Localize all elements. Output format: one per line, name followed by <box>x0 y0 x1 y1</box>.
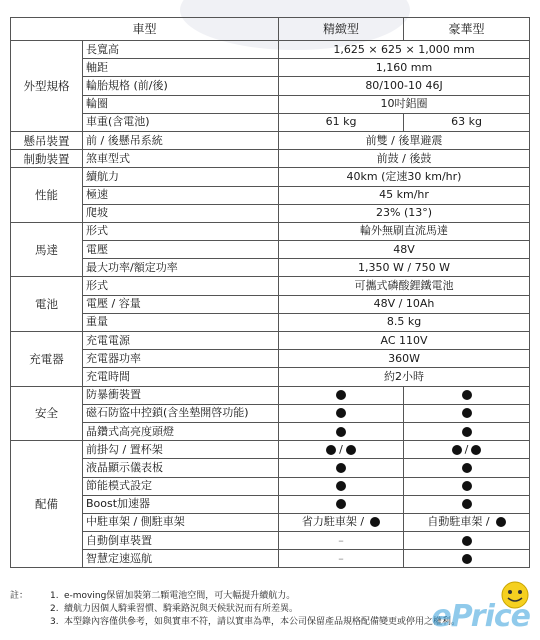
category-cell: 充電器 <box>11 332 83 387</box>
filled-dot-icon <box>462 390 472 400</box>
spec-value-deluxe <box>404 532 530 550</box>
table-row <box>11 95 530 113</box>
spec-value-both-models: 前鼓 / 後鼓 <box>279 150 530 168</box>
spec-value-both-models: 40km (定速30 km/hr) <box>279 168 530 186</box>
spec-value-both-models: 48V <box>279 241 530 259</box>
footnote-3: 3. 本型錄內容僅供參考，如與實車不符，請以實車為準，本公司保留產品規格配備變更或停用之權利。 <box>50 617 461 627</box>
table-row <box>11 422 530 440</box>
spec-item-label: 中駐車架 / 側駐車架 <box>83 513 279 531</box>
footnote-2: 2. 續航力因個人騎乘習慣、騎乘路況與天候狀況而有所差異。 <box>50 604 299 614</box>
filled-dot-icon <box>346 445 356 455</box>
table-row <box>11 204 530 222</box>
header-deluxe-model: 豪華型 <box>404 18 530 41</box>
table-row <box>11 277 530 295</box>
spec-item-label: 軸距 <box>83 59 279 77</box>
spec-value-both-models: 前雙 / 後單避震 <box>279 131 530 149</box>
spec-value-deluxe: 63 kg <box>404 113 530 131</box>
spec-item-label: 輪圈 <box>83 95 279 113</box>
category-cell: 馬達 <box>11 222 83 277</box>
table-row <box>11 241 530 259</box>
table-row <box>11 404 530 422</box>
header-model-type: 車型 <box>11 18 279 41</box>
spec-item-label: 最大功率/額定功率 <box>83 259 279 277</box>
table-row <box>11 441 530 459</box>
filled-dot-icon <box>336 481 346 491</box>
spec-value-deluxe <box>404 459 530 477</box>
table-row <box>11 259 530 277</box>
table-row <box>11 186 530 204</box>
table-row <box>11 332 530 350</box>
filled-dot-icon <box>336 499 346 509</box>
spec-value-standard <box>279 459 404 477</box>
filled-dot-icon <box>471 445 481 455</box>
slash-separator: / <box>339 442 343 456</box>
spec-value-both-models: 10吋鋁圈 <box>279 95 530 113</box>
spec-table <box>10 17 530 568</box>
filled-dot-icon <box>462 536 472 546</box>
table-row <box>11 222 530 240</box>
category-cell: 懸吊裝置 <box>11 131 83 149</box>
equipment-label: 省力駐車架 / <box>301 515 365 529</box>
spec-item-label: 充電器功率 <box>83 350 279 368</box>
filled-dot-icon <box>336 408 346 418</box>
table-row <box>11 532 530 550</box>
category-cell: 外型規格 <box>11 41 83 132</box>
table-row <box>11 77 530 95</box>
table-row <box>11 131 530 149</box>
spec-item-label: 充電時間 <box>83 368 279 386</box>
spec-item-label: 形式 <box>83 277 279 295</box>
spec-item-label: 重量 <box>83 313 279 331</box>
filled-dot-icon <box>336 463 346 473</box>
not-available-mark: – <box>338 551 344 565</box>
table-row <box>11 295 530 313</box>
spec-item-label: 車重(含電池) <box>83 113 279 131</box>
spec-item-label: 形式 <box>83 222 279 240</box>
filled-dot-icon <box>336 427 346 437</box>
header-standard-model: 精緻型 <box>279 18 404 41</box>
spec-value-standard <box>279 386 404 404</box>
category-cell: 制動裝置 <box>11 150 83 168</box>
spec-value-both-models: 80/100-10 46J <box>279 77 530 95</box>
spec-value-both-models: AC 110V <box>279 332 530 350</box>
table-row <box>11 386 530 404</box>
spec-value-standard <box>279 550 404 568</box>
spec-value-both-models: 8.5 kg <box>279 313 530 331</box>
category-cell: 配備 <box>11 441 83 568</box>
spec-value-deluxe <box>404 404 530 422</box>
spec-value-both-models: 23% (13°) <box>279 204 530 222</box>
spec-item-label: 液晶顯示儀表板 <box>83 459 279 477</box>
filled-dot-icon <box>462 499 472 509</box>
spec-item-label: Boost加速器 <box>83 495 279 513</box>
table-row <box>11 150 530 168</box>
spec-value-both-models: 1,160 mm <box>279 59 530 77</box>
spec-value-deluxe <box>404 550 530 568</box>
filled-dot-icon <box>336 390 346 400</box>
spec-value-both-models: 1,350 W / 750 W <box>279 259 530 277</box>
spec-item-label: 前 / 後懸吊系統 <box>83 131 279 149</box>
equipment-label: 自動駐車架 / <box>427 515 490 529</box>
filled-dot-icon <box>326 445 336 455</box>
spec-value-both-models: 約2小時 <box>279 368 530 386</box>
filled-dot-icon <box>462 427 472 437</box>
spec-value-deluxe <box>404 386 530 404</box>
spec-value-deluxe <box>404 441 530 459</box>
spec-item-label: 電壓 <box>83 241 279 259</box>
spec-value-both-models: 可攜式磷酸鋰鐵電池 <box>279 277 530 295</box>
table-row <box>11 313 530 331</box>
spec-value-deluxe <box>404 422 530 440</box>
spec-value-both-models: 48V / 10Ah <box>279 295 530 313</box>
table-header-row <box>11 18 530 41</box>
spec-value-standard <box>279 404 404 422</box>
spec-value-both-models: 360W <box>279 350 530 368</box>
spec-item-label: 爬坡 <box>83 204 279 222</box>
spec-value-standard <box>279 422 404 440</box>
spec-item-label: 前掛勾 / 置杯架 <box>83 441 279 459</box>
spec-item-label: 智慧定速巡航 <box>83 550 279 568</box>
spec-table-body <box>11 41 530 568</box>
footnote-lead: 註： <box>10 591 29 601</box>
spec-item-label: 防暴衝裝置 <box>83 386 279 404</box>
spec-item-label: 輪胎規格 (前/後) <box>83 77 279 95</box>
table-row <box>11 477 530 495</box>
spec-value-standard <box>279 441 404 459</box>
eprice-watermark-logo: ePrice <box>431 599 530 634</box>
filled-dot-icon <box>462 463 472 473</box>
spec-value-both-models: 輪外無刷直流馬達 <box>279 222 530 240</box>
spec-item-label: 長寬高 <box>83 41 279 59</box>
filled-dot-icon <box>452 445 462 455</box>
table-row <box>11 513 530 531</box>
spec-value-standard <box>279 495 404 513</box>
spec-item-label: 充電電源 <box>83 332 279 350</box>
not-available-mark: – <box>338 533 344 547</box>
category-cell: 安全 <box>11 386 83 441</box>
spec-value-deluxe <box>404 513 530 531</box>
table-row <box>11 368 530 386</box>
table-row <box>11 113 530 131</box>
spec-item-label: 磁石防盜中控鎖(含坐墊開啓功能) <box>83 404 279 422</box>
spec-sheet <box>10 17 529 568</box>
spec-item-label: 續航力 <box>83 168 279 186</box>
spec-value-standard <box>279 532 404 550</box>
filled-dot-icon <box>462 554 472 564</box>
spec-value-both-models: 45 km/hr <box>279 186 530 204</box>
spec-item-label: 自動倒車裝置 <box>83 532 279 550</box>
spec-value-both-models: 1,625 × 625 × 1,000 mm <box>279 41 530 59</box>
table-row <box>11 550 530 568</box>
table-row <box>11 168 530 186</box>
slash-separator: / <box>464 442 469 456</box>
spec-value-standard: 61 kg <box>279 113 404 131</box>
spec-value-standard <box>279 513 404 531</box>
spec-item-label: 節能模式設定 <box>83 477 279 495</box>
category-cell: 電池 <box>11 277 83 332</box>
spec-item-label: 極速 <box>83 186 279 204</box>
filled-dot-icon <box>462 481 472 491</box>
spec-item-label: 煞車型式 <box>83 150 279 168</box>
table-row <box>11 41 530 59</box>
spec-item-label: 電壓 / 容量 <box>83 295 279 313</box>
spec-item-label: 晶鑽式高亮度頭燈 <box>83 422 279 440</box>
filled-dot-icon <box>370 517 380 527</box>
spec-value-deluxe <box>404 477 530 495</box>
table-row <box>11 495 530 513</box>
spec-value-deluxe <box>404 495 530 513</box>
category-cell: 性能 <box>11 168 83 223</box>
filled-dot-icon <box>496 517 506 527</box>
spec-value-standard <box>279 477 404 495</box>
table-row <box>11 350 530 368</box>
table-row <box>11 59 530 77</box>
filled-dot-icon <box>462 408 472 418</box>
footnote-1: 註： 1. e-moving保留加裝第二顆電池空間，可大幅提升續航力。 <box>10 591 296 601</box>
table-row <box>11 459 530 477</box>
